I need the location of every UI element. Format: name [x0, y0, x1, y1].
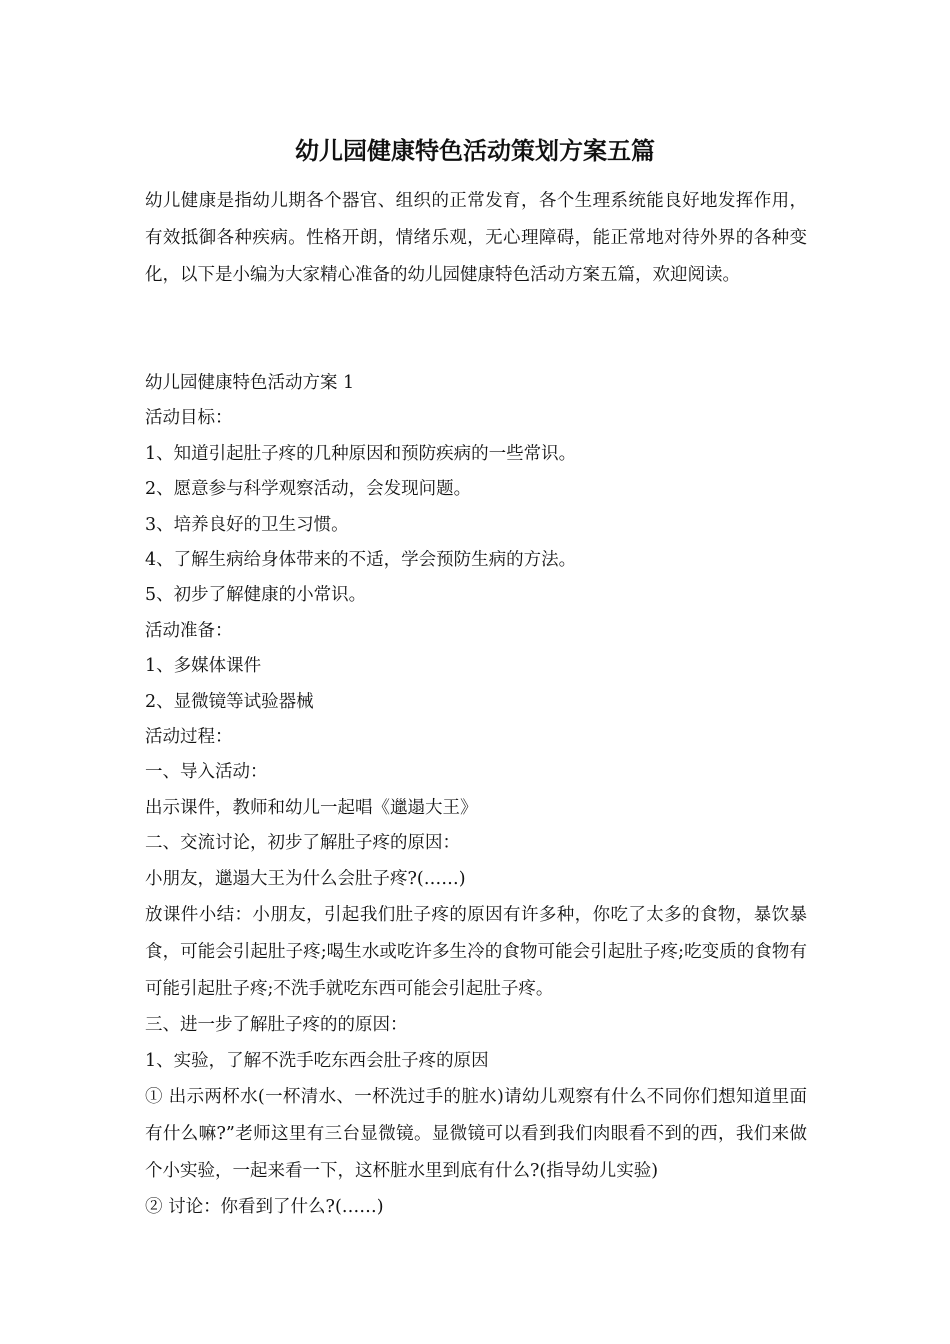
intro-paragraph: 幼儿健康是指幼儿期各个器官、组织的正常发育，各个生理系统能良好地发挥作用，有效抵御各种疾病。性格开朗，情绪乐观，无心理障碍，能正常地对待外界的各种变化，以下是小编为大家精心准备的幼儿园健康特色活动方案五篇，欢迎阅读。 [145, 191, 807, 285]
step3-subheading: 1、实验，了解不洗手吃东西会肚子疼的原因 [145, 1050, 489, 1071]
step3-item-1: ① 出示两杯水(一杯清水、一杯洗过手的脏水)请幼儿观察有什么不同你们想知道里面有什么嘛?”老师这里有三台显微镜。显微镜可以看到我们肉眼看不到的西，我们来做个小实验，一起来看一下，这杯脏水里到底有什么?(指导幼儿实验) [145, 1086, 807, 1181]
prep-item: 1、多媒体课件 [145, 656, 262, 677]
step3-item-2: ② 讨论：你看到了什么?(……) [145, 1196, 384, 1217]
step3-heading: 三、进一步了解肚子疼的的原因： [145, 1015, 408, 1036]
step1-heading: 一、导入活动： [145, 762, 268, 783]
document-title: 幼儿园健康特色活动策划方案五篇 [295, 136, 655, 165]
goal-item: 1、知道引起肚子疼的几种原因和预防疾病的一些常识。 [145, 443, 577, 464]
step1-text: 出示课件，教师和幼儿一起唱《邋遢大王》 [145, 797, 478, 818]
prep-heading: 活动准备： [145, 620, 233, 641]
goals-heading: 活动目标： [145, 408, 233, 429]
section-title: 幼儿园健康特色活动方案 1 [145, 373, 355, 393]
goal-item: 3、培养良好的卫生习惯。 [145, 514, 349, 535]
prep-item: 2、显微镜等试验器械 [145, 691, 314, 712]
goal-item: 4、了解生病给身体带来的不适，学会预防生病的方法。 [145, 550, 577, 571]
goal-item: 2、愿意参与科学观察活动，会发现问题。 [145, 479, 472, 500]
process-heading: 活动过程： [145, 727, 233, 748]
step2-summary: 放课件小结：小朋友，引起我们肚子疼的原因有许多种，你吃了太多的食物，暴饮暴食，可能会引起肚子疼;喝生水或吃许多生冷的食物可能会引起肚子疼;吃变质的食物有可能引起肚子疼;不洗手就吃东西可能会引起肚子疼。 [145, 905, 807, 1000]
document-body [145, 366, 807, 1225]
step2-heading: 二、交流讨论，初步了解肚子疼的原因： [145, 833, 460, 854]
goal-item: 5、初步了解健康的小常识。 [145, 585, 367, 606]
step2-question: 小朋友，邋遢大王为什么会肚子疼?(……) [145, 868, 466, 889]
